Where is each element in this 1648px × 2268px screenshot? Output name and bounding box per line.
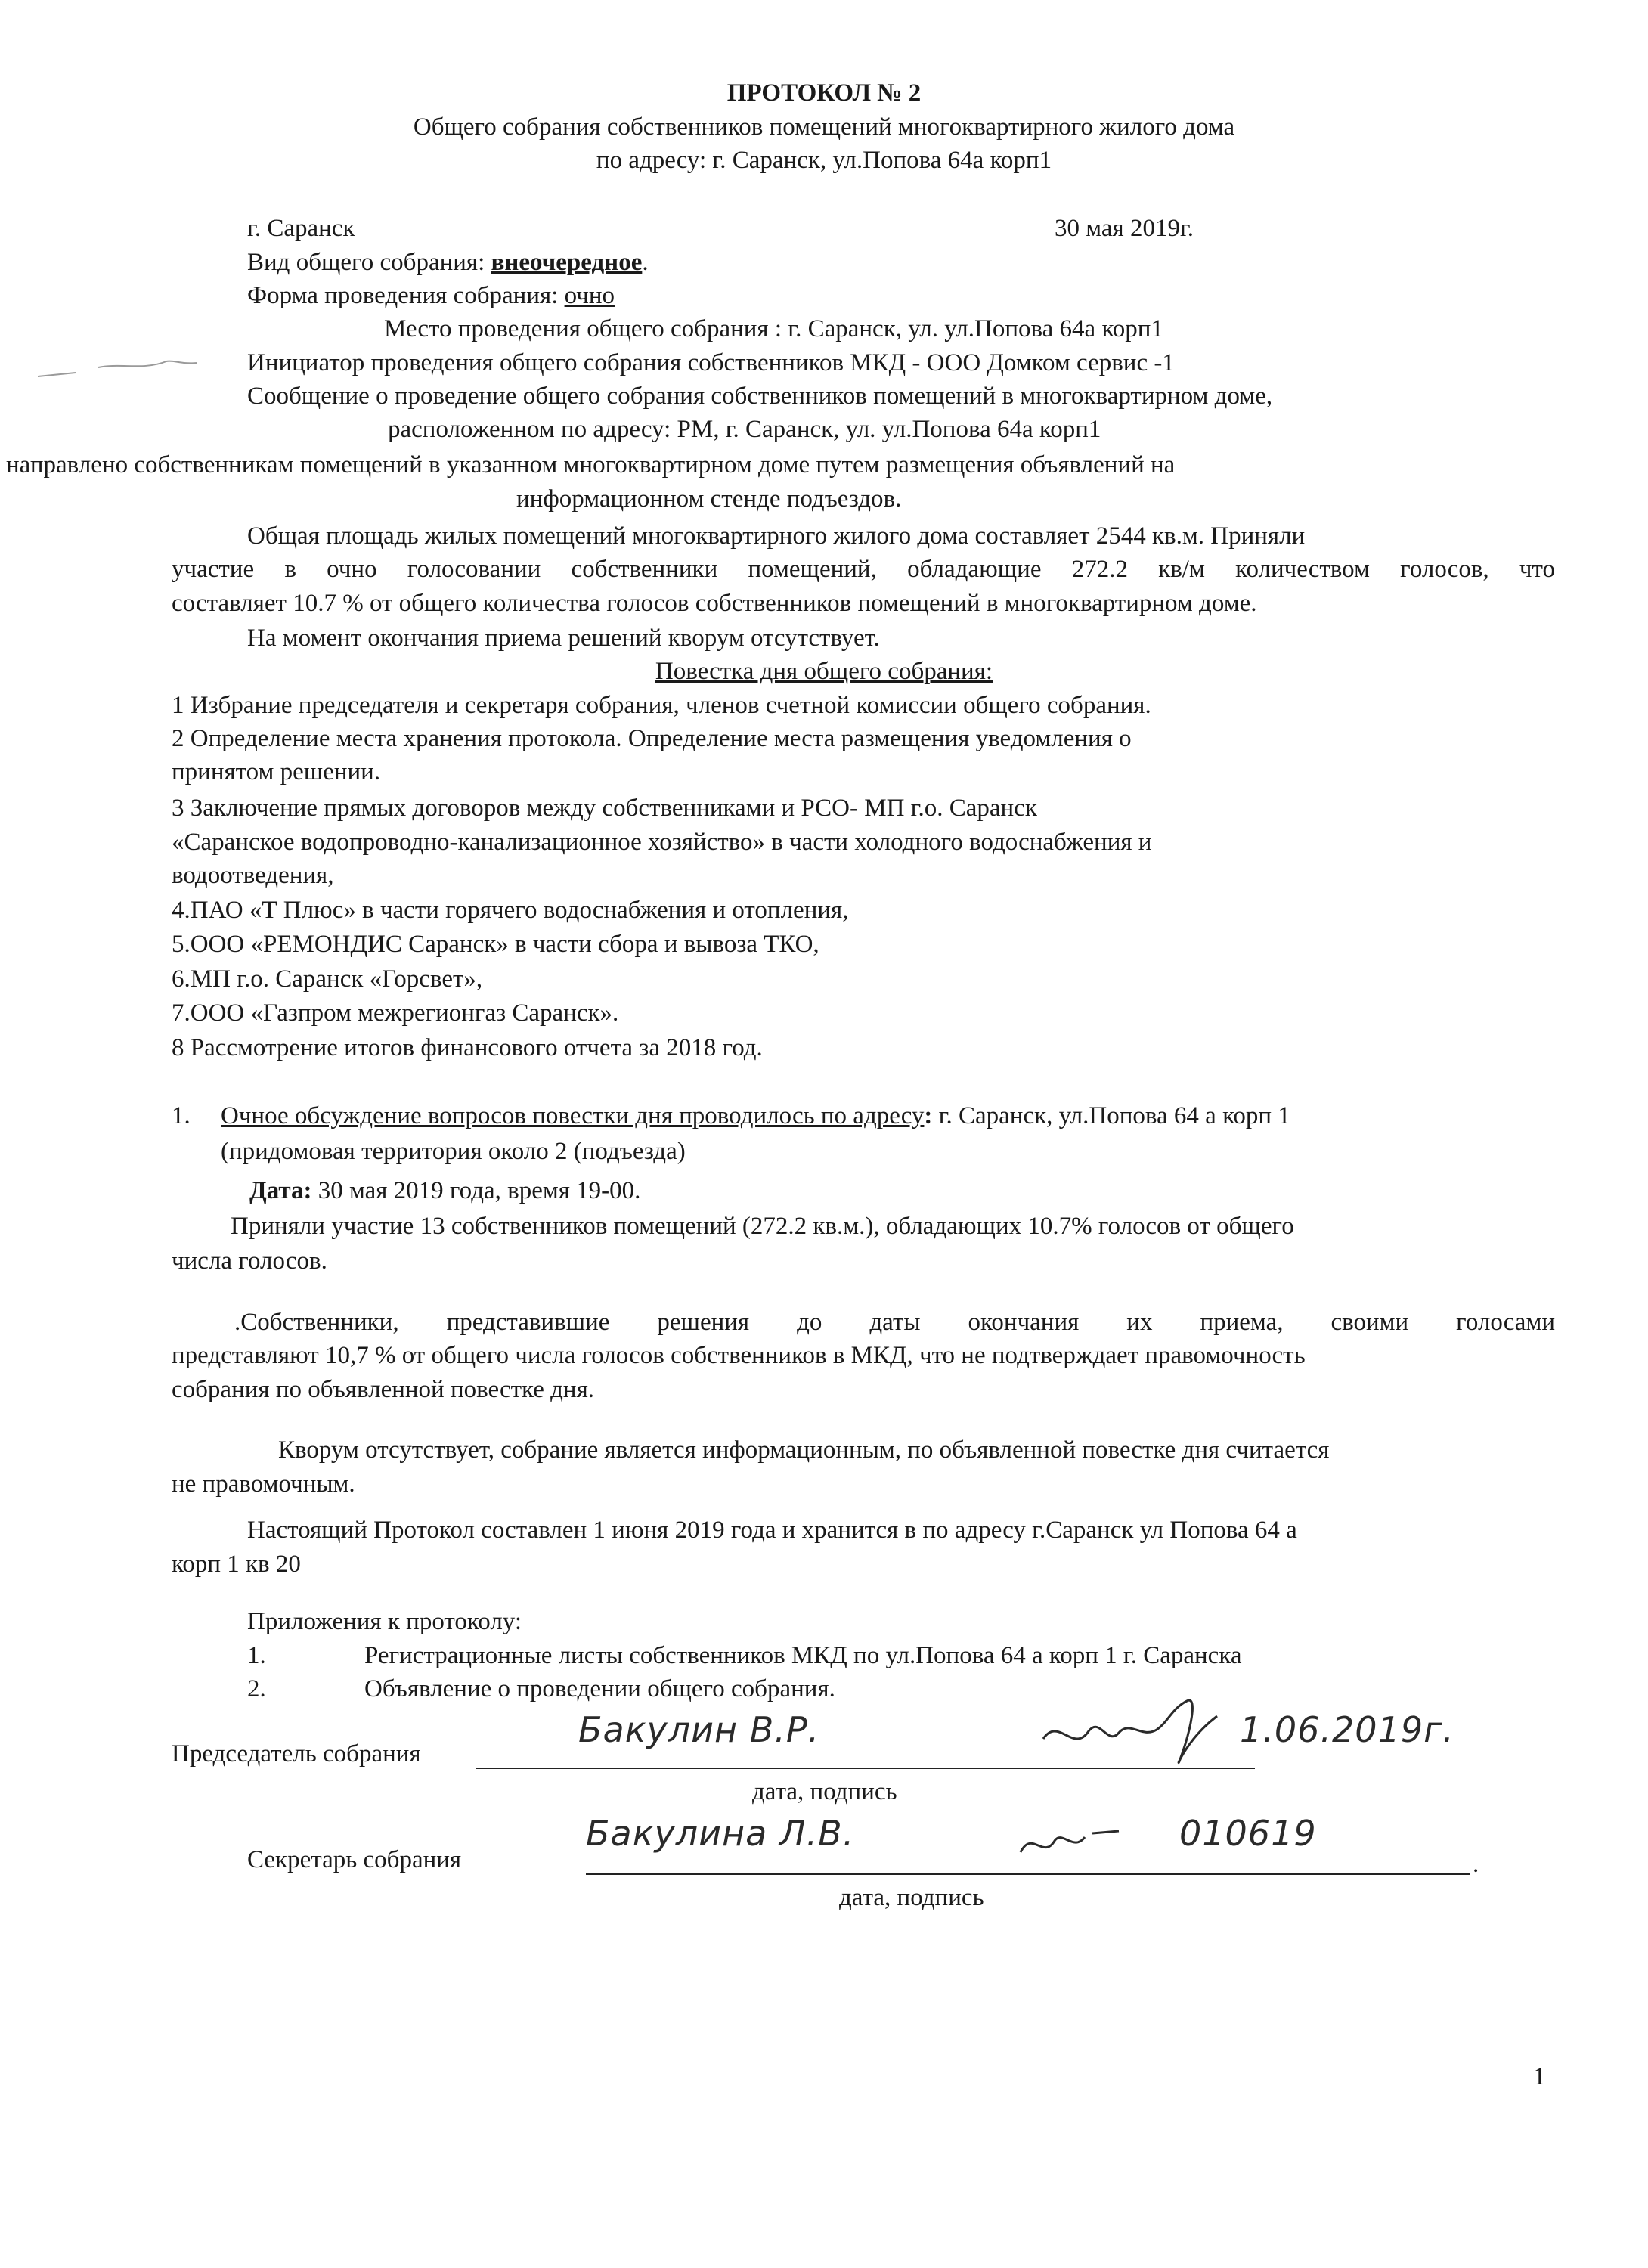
appendix-item: Объявление о проведении общего собрания. xyxy=(364,1675,835,1703)
meeting-initiator: Инициатор проведения общего собрания собственников МКД - ООО Домком сервис -1 xyxy=(247,349,1175,376)
protocol-storage-line-1: Настоящий Протокол составлен 1 июня 2019 года и хранится в по адресу г.Саранск ул Попова 64 а xyxy=(247,1517,1297,1544)
quorum-line-1: Кворум отсутствует, собрание является информационным, по объявленной повестке дня считается xyxy=(278,1436,1330,1464)
protocol-storage-line-2: корп 1 кв 20 xyxy=(172,1551,301,1578)
quorum-absent: На момент окончания приема решений кворум отсутствует. xyxy=(247,624,880,652)
discussion-address: г. Саранск, ул.Попова 64 а корп 1 xyxy=(932,1102,1290,1129)
area-line-1: Общая площадь жилых помещений многоквартирного жилого дома составляет 2544 кв.м. Приняли xyxy=(247,522,1306,550)
secretary-signature xyxy=(1013,1814,1126,1875)
chairman-label: Председатель собрания xyxy=(172,1740,421,1768)
page-number: 1 xyxy=(1533,2063,1546,2090)
meeting-form xyxy=(247,280,615,311)
meeting-kind xyxy=(247,247,649,277)
discussion-date-label: Дата: xyxy=(249,1177,312,1204)
secretary-caption: дата, подпись xyxy=(839,1884,984,1911)
appendix-item-number: 2. xyxy=(247,1675,266,1703)
notice-line-2: расположенном по адресу: РМ, г. Саранск, ул. ул.Попова 64а корп1 xyxy=(388,416,1101,443)
agenda-line: 2 Определение места хранения протокола. Определение места размещения уведомления о xyxy=(172,725,1132,752)
discussion-line-1 xyxy=(221,1101,1290,1131)
discussion-number: 1. xyxy=(172,1102,191,1129)
meeting-form-label: Форма проведения собрания: xyxy=(247,282,565,309)
secretary-handwritten-name: Бакулина Л.В. xyxy=(586,1813,855,1854)
owners-line-2: представляют 10,7 % от общего числа голосов собственников в МКД, что не подтверждает правомочность xyxy=(172,1342,1306,1369)
margin-smudge xyxy=(30,354,204,384)
discussion-colon: : xyxy=(924,1102,933,1129)
meeting-kind-end: . xyxy=(642,249,649,276)
appendix-title: Приложения к протоколу: xyxy=(247,1608,522,1635)
discussion-line-2: (придомовая территория около 2 (подъезда) xyxy=(221,1138,686,1165)
protocol-subtitle-2: по адресу: г. Саранск, ул.Попова 64а корп1 xyxy=(596,147,1052,174)
agenda-line: водоотведения, xyxy=(172,862,334,889)
agenda-line: 6.МП г.о. Саранск «Горсвет», xyxy=(172,965,483,993)
agenda-line: 5.ООО «РЕМОНДИС Саранск» в части сбора и вывоза ТКО, xyxy=(172,931,819,958)
secretary-signature-date: 010619 xyxy=(1179,1813,1317,1854)
meeting-kind-value: внеочередное xyxy=(491,249,643,276)
area-line-3: составляет 10.7 % от общего количества голосов собственников помещений в многоквартирном доме. xyxy=(172,590,1257,617)
quorum-line-2: не правомочным. xyxy=(172,1470,355,1498)
meeting-place: Место проведения общего собрания : г. Саранск, ул. ул.Попова 64а корп1 xyxy=(384,315,1163,342)
meeting-kind-label: Вид общего собрания: xyxy=(247,249,491,276)
discussion-date-value: 30 мая 2019 года, время 19-00. xyxy=(311,1177,641,1204)
chairman-handwritten-name: Бакулин В.Р. xyxy=(578,1709,820,1750)
notice-line-1: Сообщение о проведение общего собрания собственников помещений в многоквартирном доме, xyxy=(247,383,1273,410)
discussion-place-label: Очное обсуждение вопросов повестки дня проводилось по адресу xyxy=(221,1102,925,1129)
agenda-line: «Саранское водопроводно-канализационное хозяйство» в части холодного водоснабжения и xyxy=(172,829,1152,856)
meeting-form-value: очно xyxy=(564,282,615,309)
agenda-line: 4.ПАО «Т Плюс» в части горячего водоснабжения и отопления, xyxy=(172,897,849,924)
participants-line-2: числа голосов. xyxy=(172,1247,327,1275)
appendix-item-number: 1. xyxy=(247,1642,266,1669)
protocol-title: ПРОТОКОЛ № 2 xyxy=(726,79,922,107)
document-date: 30 мая 2019г. xyxy=(1055,215,1194,242)
protocol-subtitle-1: Общего собрания собственников помещений многоквартирного жилого дома xyxy=(413,113,1235,141)
agenda-line: 3 Заключение прямых договоров между собственниками и РСО- МП г.о. Саранск xyxy=(172,795,1037,822)
agenda-line: 8 Рассмотрение итогов финансового отчета за 2018 год. xyxy=(172,1034,763,1061)
chairman-signature xyxy=(1036,1686,1232,1777)
agenda-title: Повестка дня общего собрания: xyxy=(655,658,993,685)
notice-line-3: направлено собственникам помещений в указанном многоквартирном доме путем размещения объявлений на xyxy=(6,451,1176,479)
owners-line-1-text: .Собственники, представившие решения до даты окончания их приема, своими голосами xyxy=(234,1309,1555,1336)
area-line-2 xyxy=(172,554,1555,584)
area-line-2-text: участие в очно голосовании собственники помещений, обладающие 272.2 кв/м количеством голосов, что xyxy=(172,556,1555,583)
owners-line-3: собрания по объявленной повестке дня. xyxy=(172,1376,595,1403)
agenda-line: принятом решении. xyxy=(172,758,381,785)
notice-line-4: информационном стенде подъездов. xyxy=(516,485,902,513)
secretary-label: Секретарь собрания xyxy=(247,1846,462,1873)
agenda-line: 1 Избрание председателя и секретаря собрания, членов счетной комиссии общего собрания. xyxy=(172,692,1151,719)
chairman-caption: дата, подпись xyxy=(752,1778,897,1805)
agenda-line: 7.ООО «Газпром межрегионгаз Саранск». xyxy=(172,999,619,1027)
appendix-item: Регистрационные листы собственников МКД по ул.Попова 64 а корп 1 г. Саранска xyxy=(364,1642,1242,1669)
discussion-date xyxy=(249,1176,640,1206)
secretary-line-end: . xyxy=(1473,1851,1479,1878)
participants-line-1: Приняли участие 13 собственников помещений (272.2 кв.м.), обладающих 10.7% голосов от общего xyxy=(231,1213,1294,1240)
city: г. Саранск xyxy=(247,215,355,242)
chairman-signature-date: 1.06.2019г. xyxy=(1240,1709,1454,1750)
owners-line-1 xyxy=(234,1307,1555,1337)
